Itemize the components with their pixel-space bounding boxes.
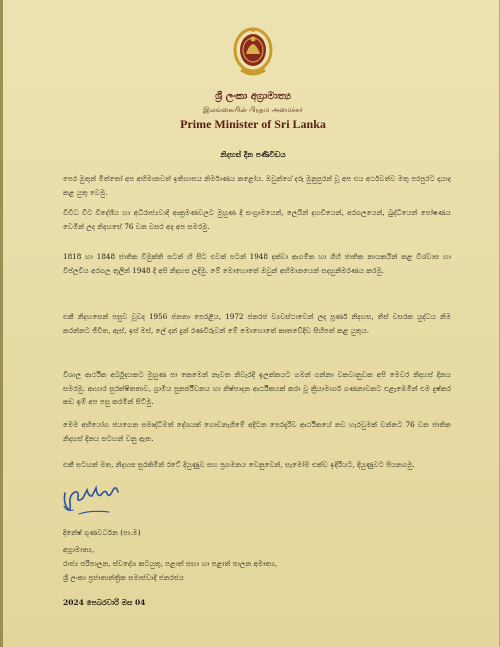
paragraph-7: එකී සටහන් මත, නිදහස සුරකිමින් රටේ දියුණුව සහ ප්‍රගමනය වෙනුවෙන්, සැමෝම එක්ව ඉදිරියට, දියුණුවට පියනගමු.: [63, 460, 415, 469]
letter-date: 2024 පෙබරවාරි මස 04: [63, 598, 146, 607]
handwritten-signature: [61, 479, 127, 521]
paragraph-3: 1818 හා 1848 ජාතික විමුක්ති සටන් හි සිට එවක් පටන් 1948 දක්වා ආගමික හා ගිහි ජාතික නායකයින් කළ විශ්වාස හා විප්ලවීය අරගල තුලින් 1948 දී අපි නිදහස ලදිමු. මේ මොහොතේ ඔවුන් අභිමානයෙන් සදහුනිමරණය කරමු.: [63, 252, 451, 275]
signatory-designation-2: රාජ්‍ය පරිපාලන, ස්වදේශ කටයුතු, පළාත් සභා හා පළාත් පාලන අමාත්‍ය,: [63, 559, 278, 568]
paragraph-5: විශාල ආර්ථික අර්බුදයකට මුහුණ පා කෙමෙන් නැවත නිවැරදි ඉලක්කයට ගමන් ගන්නා වකවානුවක අපි මෙවර නිදහස් දිනය සමරමු. ආහාර සුරක්ෂිතතාව, ග්‍රාමීය පුනර්ජීවනය හා නිෂ්පාදන ආර්ථිකයක් කරා වූ ක්‍රියාමාර්ග ගණනාවකට එළැඹෙමින් එම දුෂ්කර කඩ ඉම් අප පසු කරමින් සිටිමු.: [63, 370, 451, 406]
letterhead-english: Prime Minister of Sri Lanka: [180, 117, 326, 131]
paragraph-6: මෙම අභියෝග ජයගෙන සමෘද්ධිමත් දේශයක් ගොඩනැගීමේ අදිටන පෙරදැරිව ආර්ථිකයේ නව හැරවුමක් වන්නට 76 වන ජාතික නිදහස් දිනය සටහන් වනු ඇත.: [63, 420, 451, 443]
paragraph-1: පෙර මුතුන් මිත්තෝ අප අභිමානවත් ඉතිහාසය නිර්මාණය කළෝය. ඔවුන්ගේ දරු මුනුපුරන් වූ අප එය අර්ථවත්ව මතු පරපුරට දායාද කළ යුතු වෙමු.: [63, 174, 451, 197]
signatory-designation-3: ශ්‍රී ලංකා ප්‍රජාතාන්ත්‍රික සමාජවාදී ජනරජය: [63, 573, 184, 582]
message-title: නිදහස් දින පණිවිඩය: [220, 150, 286, 159]
letterhead-tamil: இலங்கையின் பிரதம அமைச்சர்: [203, 106, 303, 114]
letterhead-sinhala: ශ්‍රී ලංකා අග්‍රාමාත්‍ය: [215, 91, 291, 102]
sri-lanka-emblem-icon: [232, 26, 274, 78]
paragraph-4: එකී නිදහසෙන් පසුව වූවද 1956 ජනතා පෙරළිය, 1972 ජනරජ ව්‍යවස්ථාවෙන් ලද පූර්ණ නිදහස, තිස් වසරක යුද්ධය නිම කරන්නට ජීවිත, ඇස්, ඉස් මස්, ලේ දන් දුන් රණවිරුවන් මේ මොහොතේ කෘතවේදීව සිහිපත් කළ යුතුය.: [63, 312, 451, 335]
signatory-designation-1: අග්‍රාමාත්‍ය,: [63, 545, 95, 554]
paragraph-2: විවිධ විට විදේශීය හා අධිරාජ්‍යවාදී ආක්‍රමණවලට මුහුණ දී සංග්‍රාමයෙන්, ලෙයින් දහඩියෙන්, අරගලයෙන්, බුද්ධියෙන් පෝෂණය වෙමින් ලද නිදහසේ 76 වන වසර අද අප සමරමු.: [63, 208, 451, 231]
signatory-name: දිනේෂ් ගුණවර්ධන (පා.ම): [63, 528, 141, 537]
